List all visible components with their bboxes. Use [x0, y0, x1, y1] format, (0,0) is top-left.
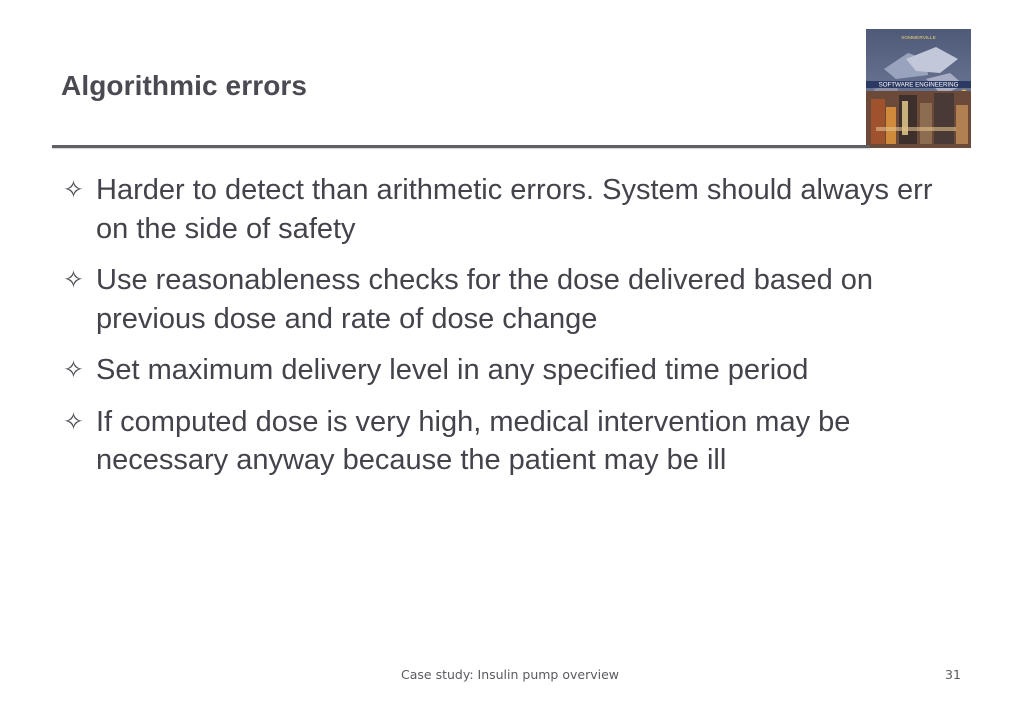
outline-four-point-star-icon: ✧ — [63, 406, 84, 436]
page-number: 31 — [945, 667, 961, 682]
bullet-item — [63, 403, 968, 480]
book-cover-image — [866, 29, 971, 148]
outline-four-point-star-icon: ✧ — [63, 175, 84, 204]
slide-title: Algorithmic errors — [61, 70, 308, 101]
footer-text: Case study: Insulin pump overview — [401, 667, 619, 682]
book-cover-art — [866, 29, 971, 148]
title-divider — [52, 145, 870, 148]
outline-four-point-star-icon: ✧ — [63, 265, 84, 294]
bullet-list — [63, 171, 968, 493]
bullet-text: Use reasonableness checks for the dose delivered based on previous dose and rate of dose change — [96, 264, 874, 335]
bullet-item — [63, 351, 968, 390]
outline-four-point-star-icon: ✧ — [63, 355, 84, 384]
bullet-item — [63, 261, 968, 338]
bullet-item — [63, 171, 968, 248]
bullet-text: If computed dose is very high, medical intervention may be necessary anyway because the patient may be ill — [96, 405, 851, 476]
book-cover-title: SOFTWARE ENGINEERING — [878, 81, 959, 89]
bullet-text: Harder to detect than arithmetic errors. System should always err on the side of safety — [96, 174, 933, 245]
bullet-text: Set maximum delivery level in any specified time period — [96, 354, 809, 386]
book-cover-author: SOMMERVILLE — [901, 36, 936, 41]
